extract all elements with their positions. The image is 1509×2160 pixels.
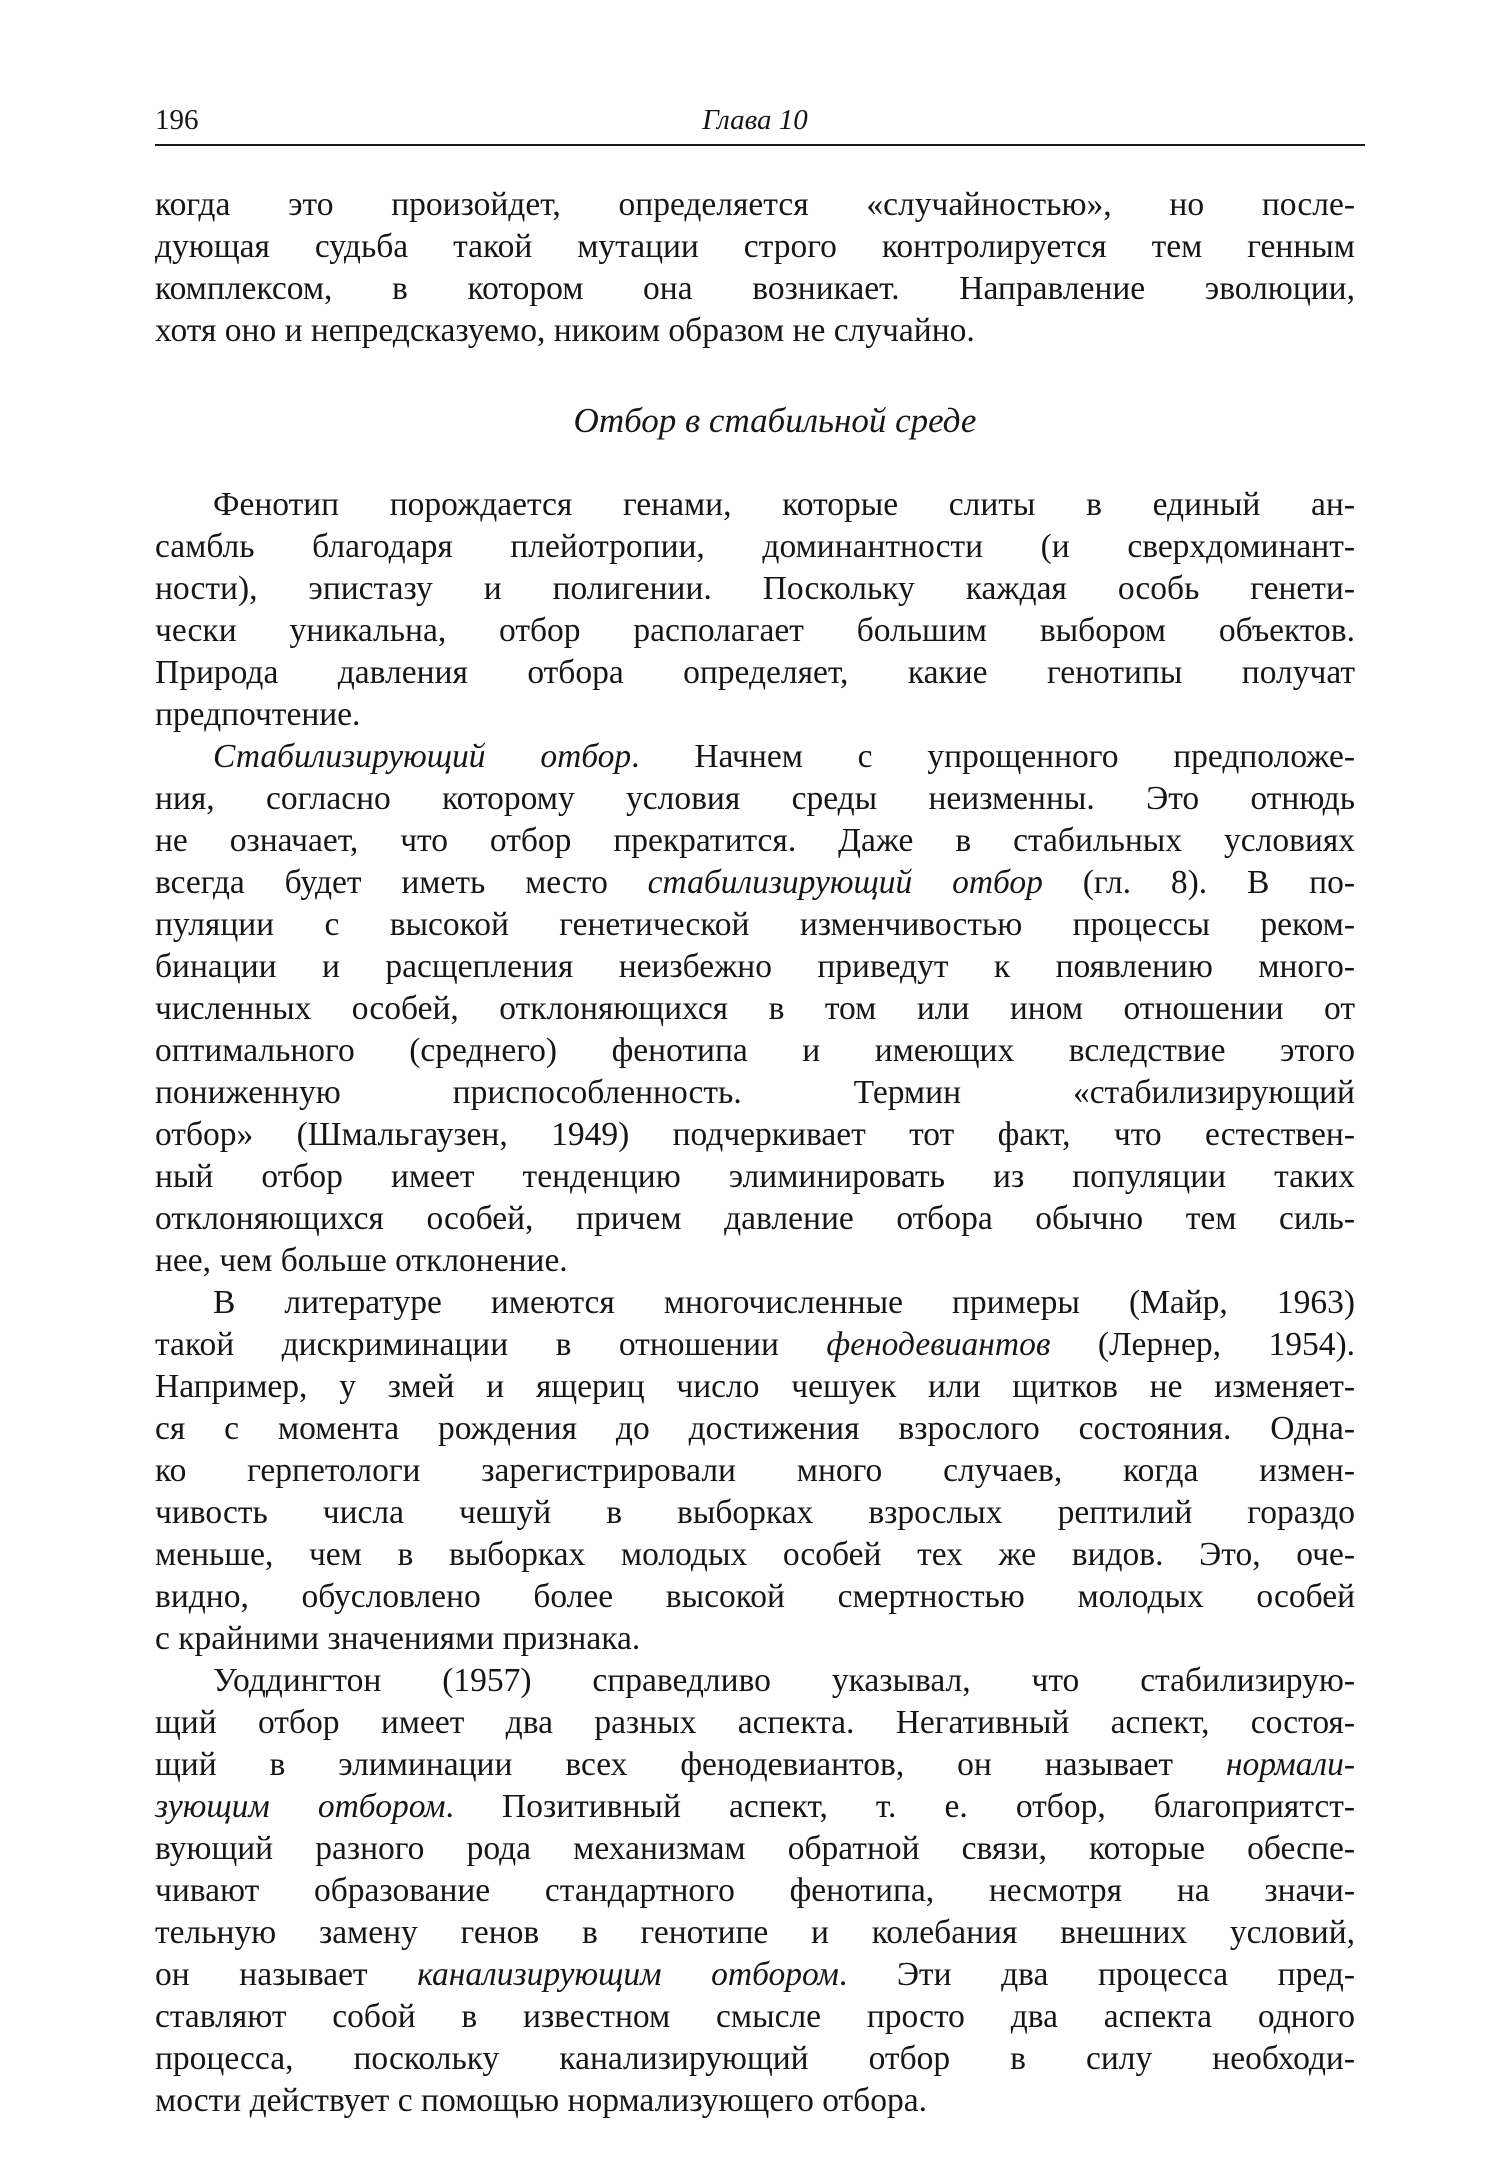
text-line: хотя оно и непредсказуемо, никоим образом не случайно. (155, 312, 975, 349)
text-line: видно, обусловлено более высокой смертностью молодых особей (155, 1578, 1355, 1615)
running-head (155, 100, 1355, 142)
text-span: такой дискриминации в отношении (155, 1326, 827, 1363)
text-span: . Эти два процесса пред- (838, 1956, 1355, 1993)
text-line: ности), эпистазу и полигении. Поскольку каждая особь генети- (155, 570, 1355, 607)
text-line: ся с момента рождения до достижения взрослого состояния. Одна- (155, 1410, 1355, 1447)
text-line: не означает, что отбор прекратится. Даже в стабильных условиях (155, 822, 1355, 859)
text-span: . Позитивный аспект, т. е. отбор, благоприятст- (445, 1788, 1355, 1825)
paragraph-phenotype (155, 484, 1355, 736)
text-line: Фенотип порождается генами, которые слиты в единый ан- (213, 486, 1355, 523)
text-line: численных особей, отклоняющихся в том или ином отношении от (155, 990, 1355, 1027)
text-line: вующий разного рода механизмам обратной связи, которые обеспе- (155, 1830, 1355, 1867)
text-line: с крайними значениями признака. (155, 1620, 641, 1657)
text-span: он называет (155, 1956, 418, 1993)
section-heading: Отбор в стабильной среде (573, 401, 977, 440)
book-page (155, 100, 1355, 2122)
text-line: ный отбор имеет тенденцию элиминировать из популяции таких (155, 1158, 1355, 1195)
term-italic: нормали- (1225, 1746, 1355, 1783)
intro-paragraph (155, 184, 1355, 352)
text-line (155, 736, 1355, 778)
paragraph-waddington (155, 1660, 1355, 2122)
text-line: В литературе имеются многочисленные примеры (Майр, 1963) (213, 1284, 1355, 1321)
text-line: отбор» (Шмальгаузен, 1949) подчеркивает тот факт, что естествен- (155, 1116, 1355, 1153)
text-line: Природа давления отбора определяет, какие генотипы получат (155, 654, 1355, 691)
term-italic: фенодевиантов (826, 1326, 1051, 1363)
text-line: чивость числа чешуй в выборках взрослых рептилий гораздо (155, 1494, 1355, 1531)
term-italic: канализирующим отбором (417, 1956, 839, 1993)
text-line: когда это произойдет, определяется «случайностью», но после- (155, 186, 1355, 223)
page-body (155, 184, 1355, 2122)
text-line: самбль благодаря плейотропии, доминантности (и сверхдоминант- (155, 528, 1355, 565)
page-number: 196 (155, 104, 199, 136)
text-line: чивают образование стандартного фенотипа, несмотря на значи- (155, 1872, 1355, 1909)
term-italic: стабилизирующий отбор (647, 864, 1043, 901)
text-line: предпочтение. (155, 696, 361, 733)
text-line: нее, чем больше отклонение. (155, 1242, 568, 1279)
term-italic: Стабилизирующий отбор (213, 738, 632, 775)
text-line: бинации и расщепления неизбежно приведут к появлению много- (155, 948, 1355, 985)
chapter-title: Глава 10 (702, 104, 808, 136)
text-line (155, 1786, 1355, 1828)
text-span: всегда будет иметь место (155, 864, 648, 901)
text-line: процесса, поскольку канализирующий отбор в силу необходи- (155, 2040, 1355, 2077)
header-rule (155, 144, 1365, 146)
text-line: ния, согласно которому условия среды неизменны. Это отнюдь (155, 780, 1355, 817)
text-line: дующая судьба такой мутации строго контролируется тем генным (155, 228, 1355, 265)
text-span: (Лернер, 1954). (1050, 1326, 1355, 1363)
text-line: оптимального (среднего) фенотипа и имеющих вследствие этого (155, 1032, 1355, 1069)
text-span: (гл. 8). В по- (1042, 864, 1355, 901)
text-line: щий отбор имеет два разных аспекта. Негативный аспект, состоя- (155, 1704, 1355, 1741)
text-line: чески уникальна, отбор располагает большим выбором объектов. (155, 612, 1355, 649)
text-line: отклоняющихся особей, причем давление отбора обычно тем силь- (155, 1200, 1355, 1237)
text-line: ко герпетологи зарегистрировали много случаев, когда измен- (155, 1452, 1355, 1489)
text-line: мости действует с помощью нормализующего отбора. (155, 2082, 927, 2119)
paragraph-stabilizing-selection (155, 736, 1355, 1282)
text-line: тельную замену генов в генотипе и колебания внешних условий, (155, 1914, 1355, 1951)
text-line (155, 1954, 1355, 1996)
text-line: пониженную приспособленность. Термин «стабилизирующий (155, 1074, 1355, 1111)
text-span: . Начнем с упрощенного предположе- (631, 738, 1355, 775)
text-line: Уоддингтон (1957) справедливо указывал, что стабилизирую- (213, 1662, 1355, 1699)
text-line: меньше, чем в выборках молодых особей тех же видов. Это, оче- (155, 1536, 1355, 1573)
text-line (155, 862, 1355, 904)
term-italic: зующим отбором (155, 1788, 446, 1825)
text-line: комплексом, в котором она возникает. Направление эволюции, (155, 270, 1355, 307)
text-line (155, 1744, 1355, 1786)
paragraph-literature-examples (155, 1282, 1355, 1660)
text-line: Например, у змей и ящериц число чешуек или щитков не изменяет- (155, 1368, 1355, 1405)
text-line: ставляют собой в известном смысле просто два аспекта одного (155, 1998, 1355, 2035)
text-line: пуляции с высокой генетической изменчивостью процессы реком- (155, 906, 1355, 943)
text-span: щий в элиминации всех фенодевиантов, он называет (155, 1746, 1226, 1783)
text-line (155, 1324, 1355, 1366)
